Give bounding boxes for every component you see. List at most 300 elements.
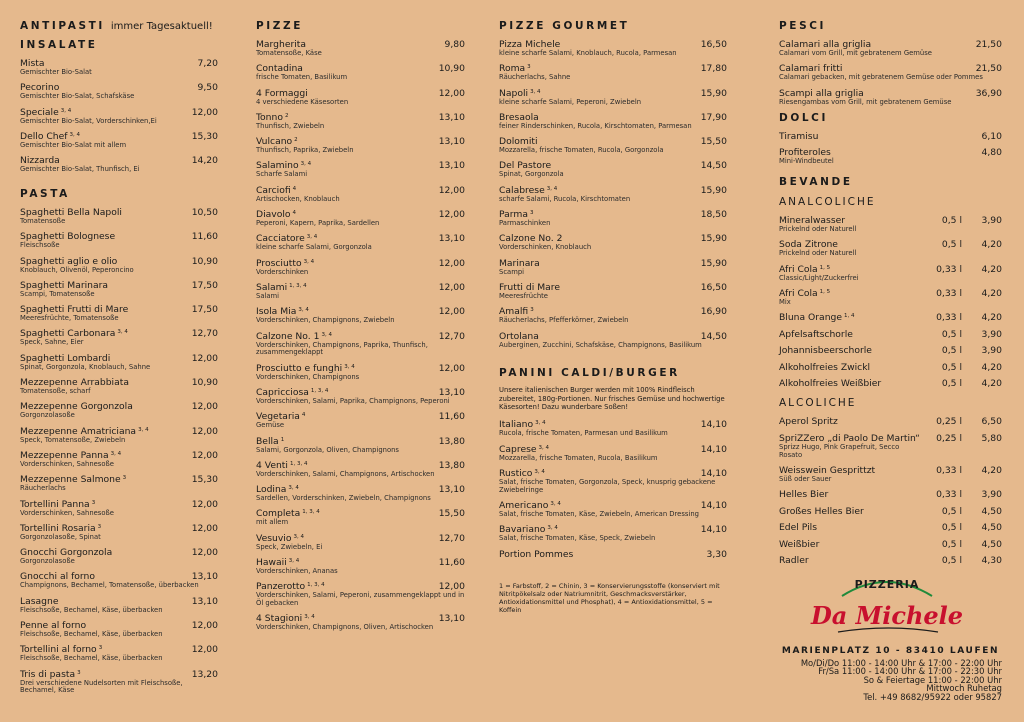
item-price: 15,90 xyxy=(700,233,727,245)
item-price: 13,10 xyxy=(438,613,465,625)
item-name: Tiramisu xyxy=(779,130,819,142)
item-name: Lasagne xyxy=(20,595,59,607)
menu-item xyxy=(256,460,465,479)
item-description: Sardellen, Vorderschinken, Zwiebeln, Champignons xyxy=(256,494,431,503)
item-name: Nizzarda xyxy=(20,155,60,167)
item-price: 17,50 xyxy=(191,279,218,291)
column-2 xyxy=(256,14,465,638)
item-volume: 0,5 l xyxy=(941,361,962,373)
item-price: 4,30 xyxy=(981,555,1002,567)
item-price: 21,50 xyxy=(975,39,1002,50)
menu-item xyxy=(20,669,218,696)
item-name: Cacciatore $^{3, 4}$ xyxy=(256,233,318,245)
item-volume: 0,5 l xyxy=(941,538,962,550)
menu-item xyxy=(20,523,218,542)
item-price: 5,80 xyxy=(981,432,1002,444)
item-volume: 0,33 l xyxy=(936,312,962,324)
item-description: Gemüse xyxy=(256,421,285,430)
item-name: Mezzepenne Arrabbiata xyxy=(20,377,129,389)
item-price: 6,10 xyxy=(981,130,1002,142)
item-price: 13,10 xyxy=(191,595,218,607)
item-description: Speck, Tomatensoße, Zwiebeln xyxy=(20,435,126,444)
item-name: Spaghetti Bolognese xyxy=(20,231,116,243)
item-description: Vorderschinken, Knoblauch xyxy=(499,243,592,252)
item-price: 12,00 xyxy=(191,106,218,118)
item-name: Penne al forno xyxy=(20,620,87,632)
pesci-list xyxy=(779,39,1002,106)
item-name: Bluna Orange $^{1, 4}$ xyxy=(779,312,855,324)
item-price: 12,70 xyxy=(191,328,218,340)
section-bevande-title: BEVANDE xyxy=(779,176,853,189)
item-volume: 0,5 l xyxy=(941,345,962,357)
menu-item xyxy=(256,39,465,58)
additive-note: 1 xyxy=(280,436,285,443)
item-name: Mista xyxy=(20,58,45,69)
item-price: 3,30 xyxy=(706,548,727,560)
item-price: 14,10 xyxy=(700,499,727,511)
item-price: 16,90 xyxy=(700,306,727,318)
item-price: 13,80 xyxy=(438,459,465,471)
item-description: Spinat, Gorgonzola xyxy=(499,170,564,179)
menu-item xyxy=(20,82,218,101)
item-description: kleine scharfe Salami, Gorgonzola xyxy=(256,243,372,252)
item-price: 16,50 xyxy=(700,39,727,50)
additive-note: 3 xyxy=(529,210,534,217)
item-name: Ortolana xyxy=(499,330,539,342)
item-name: Carciofi $^4$ xyxy=(256,184,297,196)
menu-item xyxy=(499,88,727,107)
additive-note: 3, 4 xyxy=(547,525,558,532)
item-price: 13,10 xyxy=(438,111,465,123)
item-price: 14,10 xyxy=(700,419,727,431)
menu-item xyxy=(256,508,465,527)
menu-item xyxy=(256,160,465,179)
item-description: Vorderschinken, Champignons xyxy=(256,372,360,381)
item-description: Gemischter Bio-Salat mit allem xyxy=(20,140,127,149)
item-description: Knoblauch, Olivenöl, Peperoncino xyxy=(20,265,134,274)
additive-note: 3, 4 xyxy=(306,234,318,241)
menu-item xyxy=(779,39,1002,58)
item-volume: 0,33 l xyxy=(936,464,962,476)
item-price: 11,60 xyxy=(191,231,218,243)
item-name: Apfelsaftschorle xyxy=(779,328,853,340)
menu-item xyxy=(256,613,465,632)
address-block xyxy=(779,647,1002,702)
item-price: 12,00 xyxy=(191,449,218,461)
menu-item xyxy=(499,500,727,519)
menu-item xyxy=(20,377,218,396)
additive-note: 3, 4 xyxy=(303,258,315,265)
item-name: 4 Stagioni $^{3, 4}$ xyxy=(256,613,315,625)
item-name: Prosciutto e funghi $^{3, 4}$ xyxy=(256,362,355,374)
item-name: Dolomiti xyxy=(499,136,538,148)
item-description: Mini-Windbeutel xyxy=(779,157,834,166)
item-price: 17,80 xyxy=(700,63,727,75)
item-description: Vorderschinken, Ananas xyxy=(256,567,338,576)
menu-item xyxy=(779,465,1002,484)
item-description: kleine scharfe Salami, Knoblauch, Rucola, Parmesan xyxy=(499,49,677,57)
item-name: Tonno $^2$ xyxy=(256,111,289,123)
item-price: 13,10 xyxy=(438,386,465,398)
item-name: Edel Pils xyxy=(779,522,817,534)
item-description: Prickelnd oder Naturell xyxy=(779,249,857,258)
item-price: 12,00 xyxy=(438,209,465,221)
menu-item xyxy=(779,88,1002,107)
menu-item xyxy=(20,280,218,299)
item-name: Spaghetti Marinara xyxy=(20,279,109,291)
menu-item xyxy=(20,450,218,469)
menu-item xyxy=(256,331,465,358)
item-price: 12,00 xyxy=(438,362,465,374)
additive-note: 3, 4 xyxy=(293,533,304,540)
item-price: 13,10 xyxy=(438,136,465,148)
menu-item xyxy=(256,363,465,382)
item-description: Vorderschinken, Champignons, Zwiebeln xyxy=(256,316,395,325)
menu-item xyxy=(499,282,727,301)
menu-item xyxy=(779,416,1002,427)
logo-main-text: Da Michele xyxy=(810,601,964,630)
item-name: Spaghetti aglio e olio xyxy=(20,255,118,267)
item-name: Tortellini Panna $^3$ xyxy=(20,498,96,510)
item-description: feiner Rinderschinken, Rucola, Kirschtomaten, Parmesan xyxy=(499,121,692,130)
item-name: Calzone No. 2 xyxy=(499,233,563,245)
item-description: Thunfisch, Paprika, Zwiebeln xyxy=(256,146,354,155)
item-name: Mezzepenne Panna $^{3, 4}$ xyxy=(20,449,122,461)
item-price: 13,10 xyxy=(438,484,465,496)
item-description: Gemischter Bio-Salat, Vorderschinken,Ei xyxy=(20,116,157,125)
item-name: Scampi alla griglia xyxy=(779,87,864,99)
menu-item xyxy=(499,306,727,325)
menu-item xyxy=(20,426,218,445)
item-description: Tomatensoße, scharf xyxy=(20,387,91,396)
item-name: Prosciutto $^{3, 4}$ xyxy=(256,257,315,269)
menu-item xyxy=(779,506,1002,517)
item-volume: 0,25 l xyxy=(936,416,962,428)
item-description: Vorderschinken, Salami, Paprika, Champignons, Peperoni xyxy=(256,396,450,405)
item-name: Afri Cola $^{1, 5}$ xyxy=(779,263,831,275)
item-price: 10,50 xyxy=(191,206,218,218)
menu-item xyxy=(256,411,465,430)
menu-item xyxy=(20,155,218,174)
item-name: Marinara xyxy=(499,257,540,269)
menu-item xyxy=(779,312,1002,323)
item-volume: 0,5 l xyxy=(941,215,962,227)
item-description: Mix xyxy=(779,298,791,307)
menu-item xyxy=(779,539,1002,550)
menu-item xyxy=(256,306,465,325)
opening-hours-2: Fr/Sa 11:00 - 14:00 Uhr & 17:00 - 22:30 Uhr xyxy=(818,666,1002,677)
item-price: 16,50 xyxy=(700,281,727,293)
item-name: Capricciosa $^{1, 3, 4}$ xyxy=(256,386,329,398)
item-volume: 0,5 l xyxy=(941,239,962,251)
item-description: Speck, Zwiebeln, Ei xyxy=(256,542,323,551)
additive-note: 3, 4 xyxy=(117,329,128,336)
item-description: Calamari gebacken, mit gebratenem Gemüse oder Pommes xyxy=(779,73,983,82)
opening-hours-3: So & Feiertage 11:00 - 22:00 Uhr xyxy=(863,674,1002,685)
item-name: Spaghetti Carbonara $^{3, 4}$ xyxy=(20,328,128,340)
menu-item xyxy=(256,136,465,155)
item-description: scharfe Salami, Rucola, Kirschtomaten xyxy=(499,194,631,203)
item-name: Pizza Michele xyxy=(499,39,561,50)
menu-item xyxy=(499,136,727,155)
item-price: 14,20 xyxy=(191,155,218,167)
item-description: Vorderschinken, Sahnesoße xyxy=(20,459,114,468)
item-name: Soda Zitrone xyxy=(779,239,838,251)
item-name: Aperol Spritz xyxy=(779,416,838,428)
item-price: 4,50 xyxy=(981,505,1002,517)
item-name: Napoli $^{3, 4}$ xyxy=(499,87,541,99)
menu-item xyxy=(256,557,465,576)
item-price: 36,90 xyxy=(975,87,1002,99)
item-name: Portion Pommes xyxy=(499,548,574,560)
item-name: Radler xyxy=(779,555,809,567)
item-price: 12,00 xyxy=(191,522,218,534)
item-volume: 0,5 l xyxy=(941,522,962,534)
item-name: Calamari alla griglia xyxy=(779,39,872,50)
item-name: Mineralwasser xyxy=(779,215,846,227)
additive-note: 3 xyxy=(97,523,102,530)
item-name: Spaghetti Bella Napoli xyxy=(20,206,122,218)
item-name: Isola Mia $^{3, 4}$ xyxy=(256,306,309,318)
menu-item xyxy=(499,419,727,438)
menu-item xyxy=(499,524,727,543)
additive-note: 1, 3, 4 xyxy=(302,509,320,516)
additive-note: 3, 4 xyxy=(550,500,561,507)
menu-item xyxy=(779,433,1002,460)
menu-item xyxy=(20,207,218,226)
item-price: 4,20 xyxy=(981,361,1002,373)
item-description: Salat, frische Tomaten, Käse, Zwiebeln, American Dressing xyxy=(499,509,699,518)
item-price: 11,60 xyxy=(438,411,465,423)
item-price: 4,20 xyxy=(981,464,1002,476)
menu-item xyxy=(779,329,1002,340)
item-description: Scharfe Salami xyxy=(256,170,308,179)
item-price: 4,20 xyxy=(981,378,1002,390)
item-description: Vorderschinken, Champignons, Paprika, Thunfisch, zusammengeklappt xyxy=(256,340,428,357)
additive-note: 2 xyxy=(284,112,289,119)
additive-note: 3 xyxy=(122,475,127,482)
item-price: 15,30 xyxy=(191,130,218,142)
menu-item xyxy=(256,387,465,406)
item-volume: 0,33 l xyxy=(936,489,962,501)
item-description: 4 verschiedene Käsesorten xyxy=(256,97,349,106)
item-name: Alkoholfreies Weißbier xyxy=(779,378,882,390)
item-description: Gemischter Bio-Salat, Schafskäse xyxy=(20,92,135,101)
menu-item xyxy=(499,185,727,204)
item-description: Mozzarella, frische Tomaten, Rucola, Gorgonzola xyxy=(499,146,664,155)
item-description: Thunfisch, Zwiebeln xyxy=(256,121,325,130)
item-name: Speciale $^{3, 4}$ xyxy=(20,106,72,118)
item-description: Tomatensoße, Käse xyxy=(256,49,322,57)
additive-note: 3, 4 xyxy=(530,88,541,95)
item-name: Gnocchi al forno xyxy=(20,571,95,583)
additive-note: 3, 4 xyxy=(298,307,309,314)
section-dolci-title: DOLCI xyxy=(779,111,828,124)
item-price: 12,00 xyxy=(438,281,465,293)
item-description: Champignons, Bechamel, Tomatensoße, überbacken xyxy=(20,581,199,590)
item-description: Vorderschinken, Salami, Champignons, Artischocken xyxy=(256,469,435,478)
item-price: 3,90 xyxy=(981,345,1002,357)
item-name: Completa $^{1, 3, 4}$ xyxy=(256,508,320,520)
item-price: 15,90 xyxy=(700,257,727,269)
item-description: Gorgonzolasoße xyxy=(20,411,75,420)
menu-item xyxy=(256,258,465,277)
item-name: Bresaola xyxy=(499,111,539,123)
menu-item xyxy=(256,185,465,204)
item-price: 4,50 xyxy=(981,538,1002,550)
item-description: Parmaschinken xyxy=(499,219,551,228)
item-name: Weisswein Gesprittzt xyxy=(779,464,876,476)
additive-note: 3, 4 xyxy=(535,420,546,427)
menu-item xyxy=(20,256,218,275)
menu-item xyxy=(20,304,218,323)
additive-note: 3, 4 xyxy=(321,331,332,338)
item-name: Gnocchi Gorgonzola xyxy=(20,547,113,559)
additive-note: 1, 3, 4 xyxy=(310,387,329,394)
menu-item xyxy=(779,555,1002,566)
item-name: Amalfi $^3$ xyxy=(499,306,534,318)
additive-note: 3, 4 xyxy=(300,161,312,168)
item-price: 15,90 xyxy=(700,87,727,99)
item-name: Weißbier xyxy=(779,538,820,550)
additive-note: 1, 5 xyxy=(819,289,831,296)
additive-note: 1, 3, 4 xyxy=(289,460,308,467)
item-name: Americano $^{3, 4}$ xyxy=(499,499,561,511)
item-description: Peperoni, Kapern, Paprika, Sardellen xyxy=(256,219,380,228)
item-name: Del Pastore xyxy=(499,160,552,172)
item-description: Spinat, Gorgonzola, Knoblauch, Sahne xyxy=(20,362,151,371)
item-name: Salami $^{1, 3, 4}$ xyxy=(256,281,307,293)
menu-item xyxy=(779,345,1002,356)
item-description: Calamari vom Grill, mit gebratenem Gemüse xyxy=(779,49,932,57)
item-price: 13,10 xyxy=(438,160,465,172)
menu-item xyxy=(20,499,218,518)
item-name: Salamino $^{3, 4}$ xyxy=(256,160,312,172)
item-name: Frutti di Mare xyxy=(499,281,560,293)
menu-item xyxy=(499,39,727,58)
additive-note: 3, 4 xyxy=(288,558,300,565)
column-3 xyxy=(499,14,727,614)
item-description: Vorderschinken, Champignons, Oliven, Artischocken xyxy=(256,623,434,632)
menu-item xyxy=(499,209,727,228)
item-price: 3,90 xyxy=(981,215,1002,227)
item-volume: 0,5 l xyxy=(941,555,962,567)
item-name: Mezzepenne Amatriciana $^{3, 4}$ xyxy=(20,425,149,437)
item-price: 4,80 xyxy=(981,147,1002,159)
item-price: 9,80 xyxy=(444,39,465,50)
additive-note: 3 xyxy=(91,499,96,506)
item-volume: 0,5 l xyxy=(941,328,962,340)
item-description: Scampi, Tomatensoße xyxy=(20,289,95,298)
section-gourmet-title: PIZZE GOURMET xyxy=(499,20,630,32)
menu-item xyxy=(499,468,727,495)
item-description: Sprizz Hugo, Pink Grapefruit, Secco Rosato xyxy=(779,442,900,459)
item-name: Dello Chef $^{3, 4}$ xyxy=(20,130,80,142)
menu-item xyxy=(20,131,218,150)
dolci-list xyxy=(779,131,1002,166)
item-price: 11,60 xyxy=(438,557,465,569)
item-name: Tortellini Rosaria $^3$ xyxy=(20,522,102,534)
item-description: Speck, Sahne, Eier xyxy=(20,338,84,347)
address-street: MARIENPLATZ 10 - 83410 LAUFEN xyxy=(781,646,1000,656)
footnote-additives: 1 = Farbstoff, 2 = Chinin, 3 = Konservierungsstoffe (konserviert mit Nitritpökelsalz oder Natriumnitrit, Geschmacksverstärker, Antioxidationsmittel und Phosphat), 4 = Antioxidationsmittel, 5 = Koffein xyxy=(499,581,720,615)
item-name: Rustico $^{3, 4}$ xyxy=(499,467,545,479)
panini-list xyxy=(499,419,727,559)
additive-note: 1, 5 xyxy=(819,264,831,271)
item-description: mit allem xyxy=(256,518,289,527)
item-description: Räucherlachs xyxy=(20,484,66,493)
item-description: Tomatensoße xyxy=(20,216,66,225)
item-price: 12,00 xyxy=(191,620,218,632)
menu-item xyxy=(256,484,465,503)
item-name: Calamari fritti xyxy=(779,63,843,75)
item-name: Vesuvio $^{3, 4}$ xyxy=(256,532,304,544)
item-description: Vorderschinken, Salami, Peperoni, zusammengeklappt und in Öl gebacken xyxy=(256,591,465,608)
menu-item xyxy=(779,131,1002,142)
menu-item xyxy=(20,474,218,493)
item-price: 12,70 xyxy=(438,330,465,342)
item-price: 12,70 xyxy=(438,532,465,544)
additive-note: 3, 4 xyxy=(110,450,122,457)
item-description: Gemischter Bio-Salat, Thunfisch, Ei xyxy=(20,165,140,174)
section-antipasti-title: ANTIPASTI immer Tagesaktuell! xyxy=(20,20,213,32)
additive-note: 1, 3, 4 xyxy=(289,282,307,289)
item-price: 3,90 xyxy=(981,328,1002,340)
menu-item xyxy=(256,63,465,82)
item-name: Tris di pasta $^3$ xyxy=(20,668,81,680)
item-description: Gemischter Bio-Salat xyxy=(20,68,92,76)
additive-note: 3, 4 xyxy=(138,426,149,433)
pizze-list xyxy=(256,39,465,632)
additive-note: 3, 4 xyxy=(344,363,355,370)
menu-item xyxy=(20,401,218,420)
menu-item xyxy=(20,620,218,639)
item-price: 12,00 xyxy=(438,257,465,269)
column-4 xyxy=(779,14,1002,572)
additive-note: 3, 4 xyxy=(288,485,299,492)
item-price: 12,00 xyxy=(438,87,465,99)
menu-item xyxy=(779,264,1002,283)
panini-intro: Unsere italienischen Burger werden mit 100% Rindfleisch zubereitet, 180g-Portionen. Nur frisches Gemüse und hochwertige Käsesorten! Dazu wunderbare Soßen! xyxy=(499,386,725,411)
item-description: Meeresfrüchte xyxy=(499,291,548,300)
item-description: Drei verschiedene Nudelsorten mit Fleischsoße, Bechamel, Käse xyxy=(20,678,183,695)
item-name: Diavolo $^4$ xyxy=(256,209,296,221)
item-name: Calabrese $^{3, 4}$ xyxy=(499,184,558,196)
menu-item xyxy=(20,231,218,250)
item-price: 12,00 xyxy=(191,498,218,510)
menu-item xyxy=(499,258,727,277)
additive-note: 4 xyxy=(292,210,296,217)
item-description: Rucola, frische Tomaten, Parmesan und Basilikum xyxy=(499,429,668,438)
item-name: Lodina $^{3, 4}$ xyxy=(256,484,299,496)
menu-item xyxy=(499,444,727,463)
menu-item xyxy=(256,282,465,301)
section-pizze-title: PIZZE xyxy=(256,20,304,32)
item-price: 13,20 xyxy=(191,668,218,680)
additive-note: 3, 4 xyxy=(538,444,550,451)
item-name: Vegetaria $^4$ xyxy=(256,411,306,423)
phone-number: Tel. +49 8682/95922 oder 95827 xyxy=(863,691,1002,702)
antipasti-list xyxy=(20,58,218,174)
item-price: 17,90 xyxy=(700,111,727,123)
item-description: Salami, Gorgonzola, Oliven, Champignons xyxy=(256,445,399,454)
item-name: Vulcano $^2$ xyxy=(256,136,298,148)
item-name: Helles Bier xyxy=(779,489,829,501)
item-name: Calzone No. 1 $^{3, 4}$ xyxy=(256,330,332,342)
column-1 xyxy=(20,14,218,701)
menu-item xyxy=(779,362,1002,373)
pasta-list xyxy=(20,207,218,695)
